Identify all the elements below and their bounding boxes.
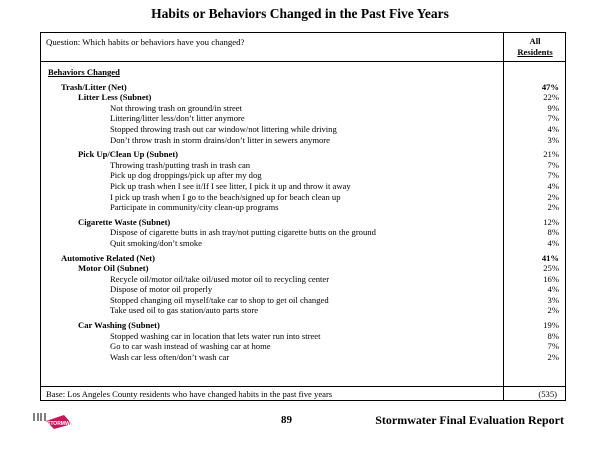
- subnet-row: [41, 320, 567, 331]
- base-value: (535): [538, 389, 557, 399]
- row-label: Pick Up/Clean Up (Subnet): [78, 149, 179, 160]
- table-row: [41, 331, 567, 342]
- base-divider: [41, 386, 565, 387]
- table-row: [41, 295, 567, 306]
- row-value: 16%: [543, 273, 559, 284]
- row-value: 7%: [547, 113, 559, 124]
- row-label: Trash/Litter (Net): [61, 81, 127, 92]
- row-value: 2%: [547, 191, 559, 202]
- row-value: 4%: [547, 284, 559, 295]
- net-row: [41, 253, 567, 264]
- row-value: 3%: [547, 134, 559, 145]
- row-label: Automotive Related (Net): [61, 252, 156, 263]
- row-value: 25%: [543, 263, 559, 274]
- row-value: 19%: [543, 320, 559, 331]
- table-row: [41, 124, 567, 135]
- table-row: [41, 170, 567, 181]
- header-divider: [41, 61, 565, 62]
- row-value: 8%: [547, 227, 559, 238]
- row-label: Litter Less (Subnet): [78, 92, 152, 103]
- row-label: I pick up trash when I go to the beach/signed up for beach clean up: [110, 191, 341, 202]
- row-value: 2%: [547, 305, 559, 316]
- section-label: Behaviors Changed: [48, 67, 120, 77]
- column-header: [503, 36, 567, 58]
- row-label: Littering/litter less/don’t litter anymore: [110, 113, 245, 124]
- row-value: 41%: [541, 252, 559, 263]
- row-value: 8%: [547, 330, 559, 341]
- table-row: [41, 192, 567, 203]
- table-row: [41, 284, 567, 295]
- column-header-line2: Residents: [517, 47, 553, 57]
- subnet-row: [41, 217, 567, 228]
- row-value: 4%: [547, 237, 559, 248]
- row-label: Take used oil to gas station/auto parts store: [110, 305, 259, 316]
- row-label: Not throwing trash on ground/in street: [110, 102, 242, 113]
- row-value: 7%: [547, 170, 559, 181]
- row-label: Stopped throwing trash out car window/not littering while driving: [110, 123, 337, 134]
- row-label: Stopped changing oil myself/take car to shop to get oil changed: [110, 294, 329, 305]
- table-row: [41, 227, 567, 238]
- table-row: [41, 238, 567, 249]
- row-label: Motor Oil (Subnet): [78, 263, 149, 274]
- row-label: Pick up trash when I see it/If I see litter, I pick it up and throw it away: [110, 180, 351, 191]
- row-value: 2%: [547, 202, 559, 213]
- report-title: Stormwater Final Evaluation Report: [375, 413, 564, 427]
- row-value: 9%: [547, 102, 559, 113]
- row-label: Cigarette Waste (Subnet): [78, 216, 171, 227]
- net-row: [41, 82, 567, 93]
- table-row: [41, 160, 567, 171]
- logo-text: STORMWATER: [47, 421, 83, 427]
- table-row: [41, 341, 567, 352]
- base-label: Base: Los Angeles County residents who have changed habits in the past five years: [46, 389, 333, 399]
- row-value: 7%: [547, 159, 559, 170]
- row-label: Don’t throw trash in storm drains/don’t litter in sewers anymore: [110, 134, 330, 145]
- subnet-row: [41, 92, 567, 103]
- row-label: Car Washing (Subnet): [78, 320, 160, 331]
- table-row: [41, 113, 567, 124]
- row-label: Recycle oil/motor oil/take oil/used motor oil to recycling center: [110, 273, 330, 284]
- page-number: 89: [281, 414, 292, 426]
- row-value: 3%: [547, 294, 559, 305]
- row-value: 2%: [547, 351, 559, 362]
- subnet-row: [41, 263, 567, 274]
- table-row: [41, 181, 567, 192]
- row-label: Pick up dog droppings/pick up after my dog: [110, 170, 262, 181]
- column-header-line1: All: [529, 36, 541, 46]
- table-row: [41, 274, 567, 285]
- row-value: 21%: [543, 149, 559, 160]
- row-label: Stopped washing car in location that lets water run into street: [110, 330, 321, 341]
- row-value: 4%: [547, 123, 559, 134]
- table-body: [41, 67, 567, 362]
- row-label: Go to car wash instead of washing car at home: [110, 341, 271, 352]
- row-label: Throwing trash/putting trash in trash can: [110, 159, 251, 170]
- row-label: Dispose of motor oil properly: [110, 284, 213, 295]
- page-title: Habits or Behaviors Changed in the Past Five Years: [151, 6, 449, 21]
- question-text: Question: Which habits or behaviors have you changed?: [46, 37, 245, 47]
- row-label: Dispose of cigarette butts in ash tray/not putting cigarette butts on the ground: [110, 227, 376, 238]
- table-row: [41, 305, 567, 316]
- row-value: 12%: [543, 216, 559, 227]
- row-value: 47%: [541, 81, 559, 92]
- row-label: Wash car less often/don’t wash car: [110, 351, 230, 362]
- table-row: [41, 352, 567, 363]
- row-value: 22%: [543, 92, 559, 103]
- table-row: [41, 135, 567, 146]
- table-row: [41, 103, 567, 114]
- table-row: [41, 202, 567, 213]
- results-table: [40, 32, 566, 401]
- row-label: Participate in community/city clean-up programs: [110, 202, 279, 213]
- subnet-row: [41, 149, 567, 160]
- section-header: [41, 67, 567, 78]
- row-label: Quit smoking/don’t smoke: [110, 237, 202, 248]
- stormwater-logo: [28, 411, 84, 433]
- row-value: 7%: [547, 341, 559, 352]
- row-value: 4%: [547, 180, 559, 191]
